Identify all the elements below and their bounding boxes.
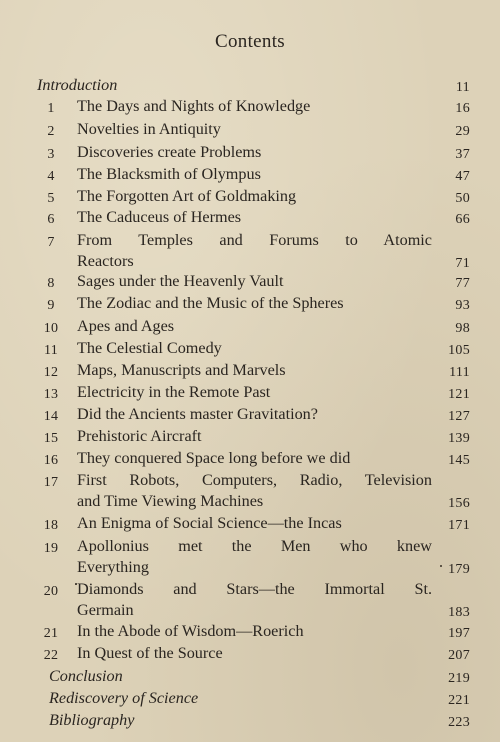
page-number: 105 [448, 343, 470, 358]
chapter-title: The Zodiac and the Music of the Spheres [77, 294, 344, 312]
page-number: 127 [448, 409, 470, 424]
chapter-title: The Celestial Comedy [77, 339, 222, 357]
chapter-title: Introduction [37, 76, 118, 94]
page-number: 93 [455, 298, 470, 313]
chapter-number: 17 [43, 475, 59, 490]
page-number: 219 [448, 671, 470, 686]
chapter-number: 21 [43, 626, 59, 641]
chapter-title-continued: Reactors [77, 252, 134, 270]
chapter-title: Prehistoric Aircraft [77, 427, 202, 445]
chapter-number: 2 [47, 124, 55, 139]
page-number: 47 [455, 169, 470, 184]
page-number: 139 [448, 431, 470, 446]
page-number: 223 [448, 715, 470, 730]
chapter-number: 3 [47, 147, 55, 162]
chapter-title: First Robots, Computers, Radio, Television [77, 471, 432, 489]
page-number: 50 [455, 191, 470, 206]
chapter-number: 11 [44, 343, 58, 358]
chapter-title: In Quest of the Source [77, 644, 223, 662]
chapter-number: 19 [43, 541, 59, 556]
chapter-number: 14 [43, 409, 59, 424]
chapter-title: Electricity in the Remote Past [77, 383, 271, 401]
chapter-title: The Caduceus of Hermes [77, 208, 242, 226]
chapter-number: 4 [47, 169, 55, 184]
chapter-title: From Temples and Forums to Atomic [77, 231, 432, 249]
chapter-number: 8 [47, 276, 55, 291]
chapter-title-continued: and Time Viewing Machines [77, 492, 264, 510]
chapter-number: 9 [47, 298, 55, 313]
chapter-title: They conquered Space long before we did [77, 449, 351, 467]
chapter-title: Sages under the Heavenly Vault [77, 272, 284, 290]
chapter-number: 6 [47, 212, 55, 227]
page-number: 29 [455, 124, 470, 139]
page-number: 171 [448, 518, 470, 533]
chapter-title: An Enigma of Social Science—the Incas [77, 514, 342, 532]
page-title: Contents [215, 31, 285, 52]
chapter-title: Did the Ancients master Gravitation? [77, 405, 318, 423]
chapter-title: The Blacksmith of Olympus [77, 165, 261, 183]
page-number: 183 [448, 605, 470, 620]
chapter-number: 22 [43, 648, 59, 663]
page-number: 16 [455, 101, 470, 116]
chapter-number: 7 [47, 235, 55, 250]
chapter-title: The Days and Nights of Knowledge [77, 97, 311, 115]
chapter-title-continued: Germain [77, 601, 134, 619]
page-number: 221 [448, 693, 470, 708]
page-number: 11 [455, 80, 470, 95]
page-number: 111 [449, 365, 470, 380]
page-number: 66 [455, 212, 470, 227]
chapter-number: 20 [43, 584, 59, 599]
chapter-number: 16 [43, 453, 59, 468]
chapter-number: 12 [43, 365, 59, 380]
chapter-number: 18 [43, 518, 59, 533]
page-number: 156 [448, 496, 470, 511]
chapter-title: Apollonius met the Men who knew [77, 537, 432, 555]
chapter-title: The Forgotten Art of Goldmaking [77, 187, 297, 205]
chapter-title: Apes and Ages [77, 317, 175, 335]
chapter-number: 10 [43, 321, 59, 336]
page-number: 197 [448, 626, 470, 641]
page-number: 71 [455, 256, 470, 271]
chapter-title: Bibliography [49, 711, 135, 729]
chapter-title: Discoveries create Problems [77, 143, 262, 161]
chapter-number: 15 [43, 431, 59, 446]
page-number: 179 [448, 562, 470, 577]
chapter-title: In the Abode of Wisdom—Roerich [77, 622, 304, 640]
page-number: 145 [448, 453, 470, 468]
chapter-number: 1 [47, 101, 55, 116]
page-number: 37 [455, 147, 470, 162]
page-number: 77 [455, 276, 470, 291]
page-number: 98 [455, 321, 470, 336]
chapter-number: 5 [47, 191, 55, 206]
chapter-title: Rediscovery of Science [49, 689, 199, 707]
chapter-title: Diamonds and Stars—the Immortal St. [77, 580, 432, 598]
page-number: 121 [448, 387, 470, 402]
print-speck [75, 583, 77, 585]
chapter-number: 13 [43, 387, 59, 402]
chapter-title: Maps, Manuscripts and Marvels [77, 361, 286, 379]
chapter-title: Conclusion [49, 667, 123, 685]
page-number: 207 [448, 648, 470, 663]
print-speck [440, 565, 442, 567]
chapter-title-continued: Everything [77, 558, 149, 576]
chapter-title: Novelties in Antiquity [77, 120, 221, 138]
